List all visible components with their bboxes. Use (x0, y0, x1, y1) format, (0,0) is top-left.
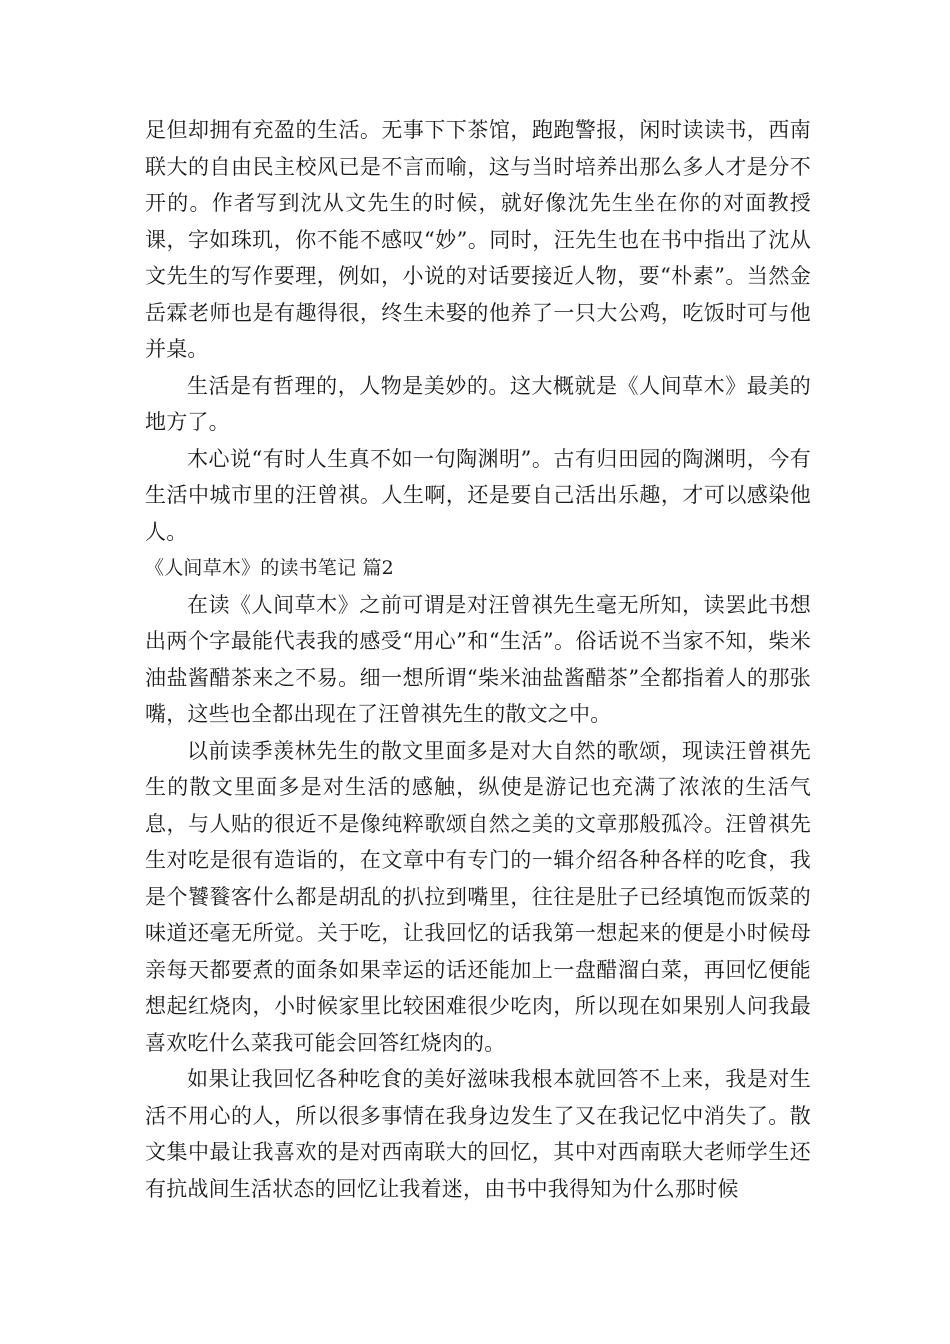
paragraph-intro: 在读《人间草木》之前可谓是对汪曾祺先生毫无所知，读罢此书想出两个字最能代表我的感受“用心”和“生活”。俗话说不当家不知，柴米油盐酱醋茶来之不易。细一想所谓“柴米油盐酱醋茶”全都指着人的那张嘴，这些也全都出现在了汪曾祺先生的散文之中。 (145, 592, 811, 726)
paragraph-philosophy: 生活是有哲理的，人物是美妙的。这大概就是《人间草木》最美的地方了。 (145, 373, 811, 434)
paragraph-continuation: 足但却拥有充盈的生活。无事下下茶馆，跑跑警报，闲时读读书，西南联大的自由民主校风已是不言而喻，这与当时培养出那么多人才是分不开的。作者写到沈从文先生的时候，就好像沈先生坐在你的对面教授课，字如珠玑，你不能不感叹“妙”。同时，汪先生也在书中指出了沈从文先生的写作要理，例如，小说的对话要接近人物，要“朴素”。当然金岳霖老师也是有趣得很，终生未娶的他养了一只大公鸡，吃饭时可与他并桌。 (145, 118, 811, 361)
document-page (145, 112, 811, 1207)
paragraph-memory: 如果让我回忆各种吃食的美好滋味我根本就回答不上来，我是对生活不用心的人，所以很多事情在我身边发生了又在我记忆中消失了。散文集中最让我喜欢的是对西南联大的回忆，其中对西南联大老师学生还有抗战间生活状态的回忆让我着迷，由书中我得知为什么那时候 (145, 1067, 811, 1201)
paragraph-food: 以前读季羡林先生的散文里面多是对大自然的歌颂，现读汪曾祺先生的散文里面多是对生活的感触，纵使是游记也充满了浓浓的生活气息，与人贴的很近不是像纯粹歌颂自然之美的文章那般孤冷。汪曾祺先生对吃是很有造诣的，在文章中有专门的一辑介绍各种各样的吃食，我是个饕餮客什么都是胡乱的扒拉到嘴里，往往是肚子已经填饱而饭菜的味道还毫无所觉。关于吃，让我回忆的话我第一想起来的便是小时候母亲每天都要煮的面条如果幸运的话还能加上一盘醋溜白菜，再回忆便能想起红烧肉，小时候家里比较困难很少吃肉，所以现在如果别人问我最喜欢吃什么菜我可能会回答红烧肉的。 (145, 738, 811, 1055)
paragraph-muxin-quote: 木心说“有时人生真不如一句陶渊明”。古有归田园的陶渊明，今有生活中城市里的汪曾祺。人生啊，还是要自己活出乐趣，才可以感染他人。 (145, 446, 811, 544)
section-heading: 《人间草木》的读书笔记 篇2 (145, 557, 394, 579)
